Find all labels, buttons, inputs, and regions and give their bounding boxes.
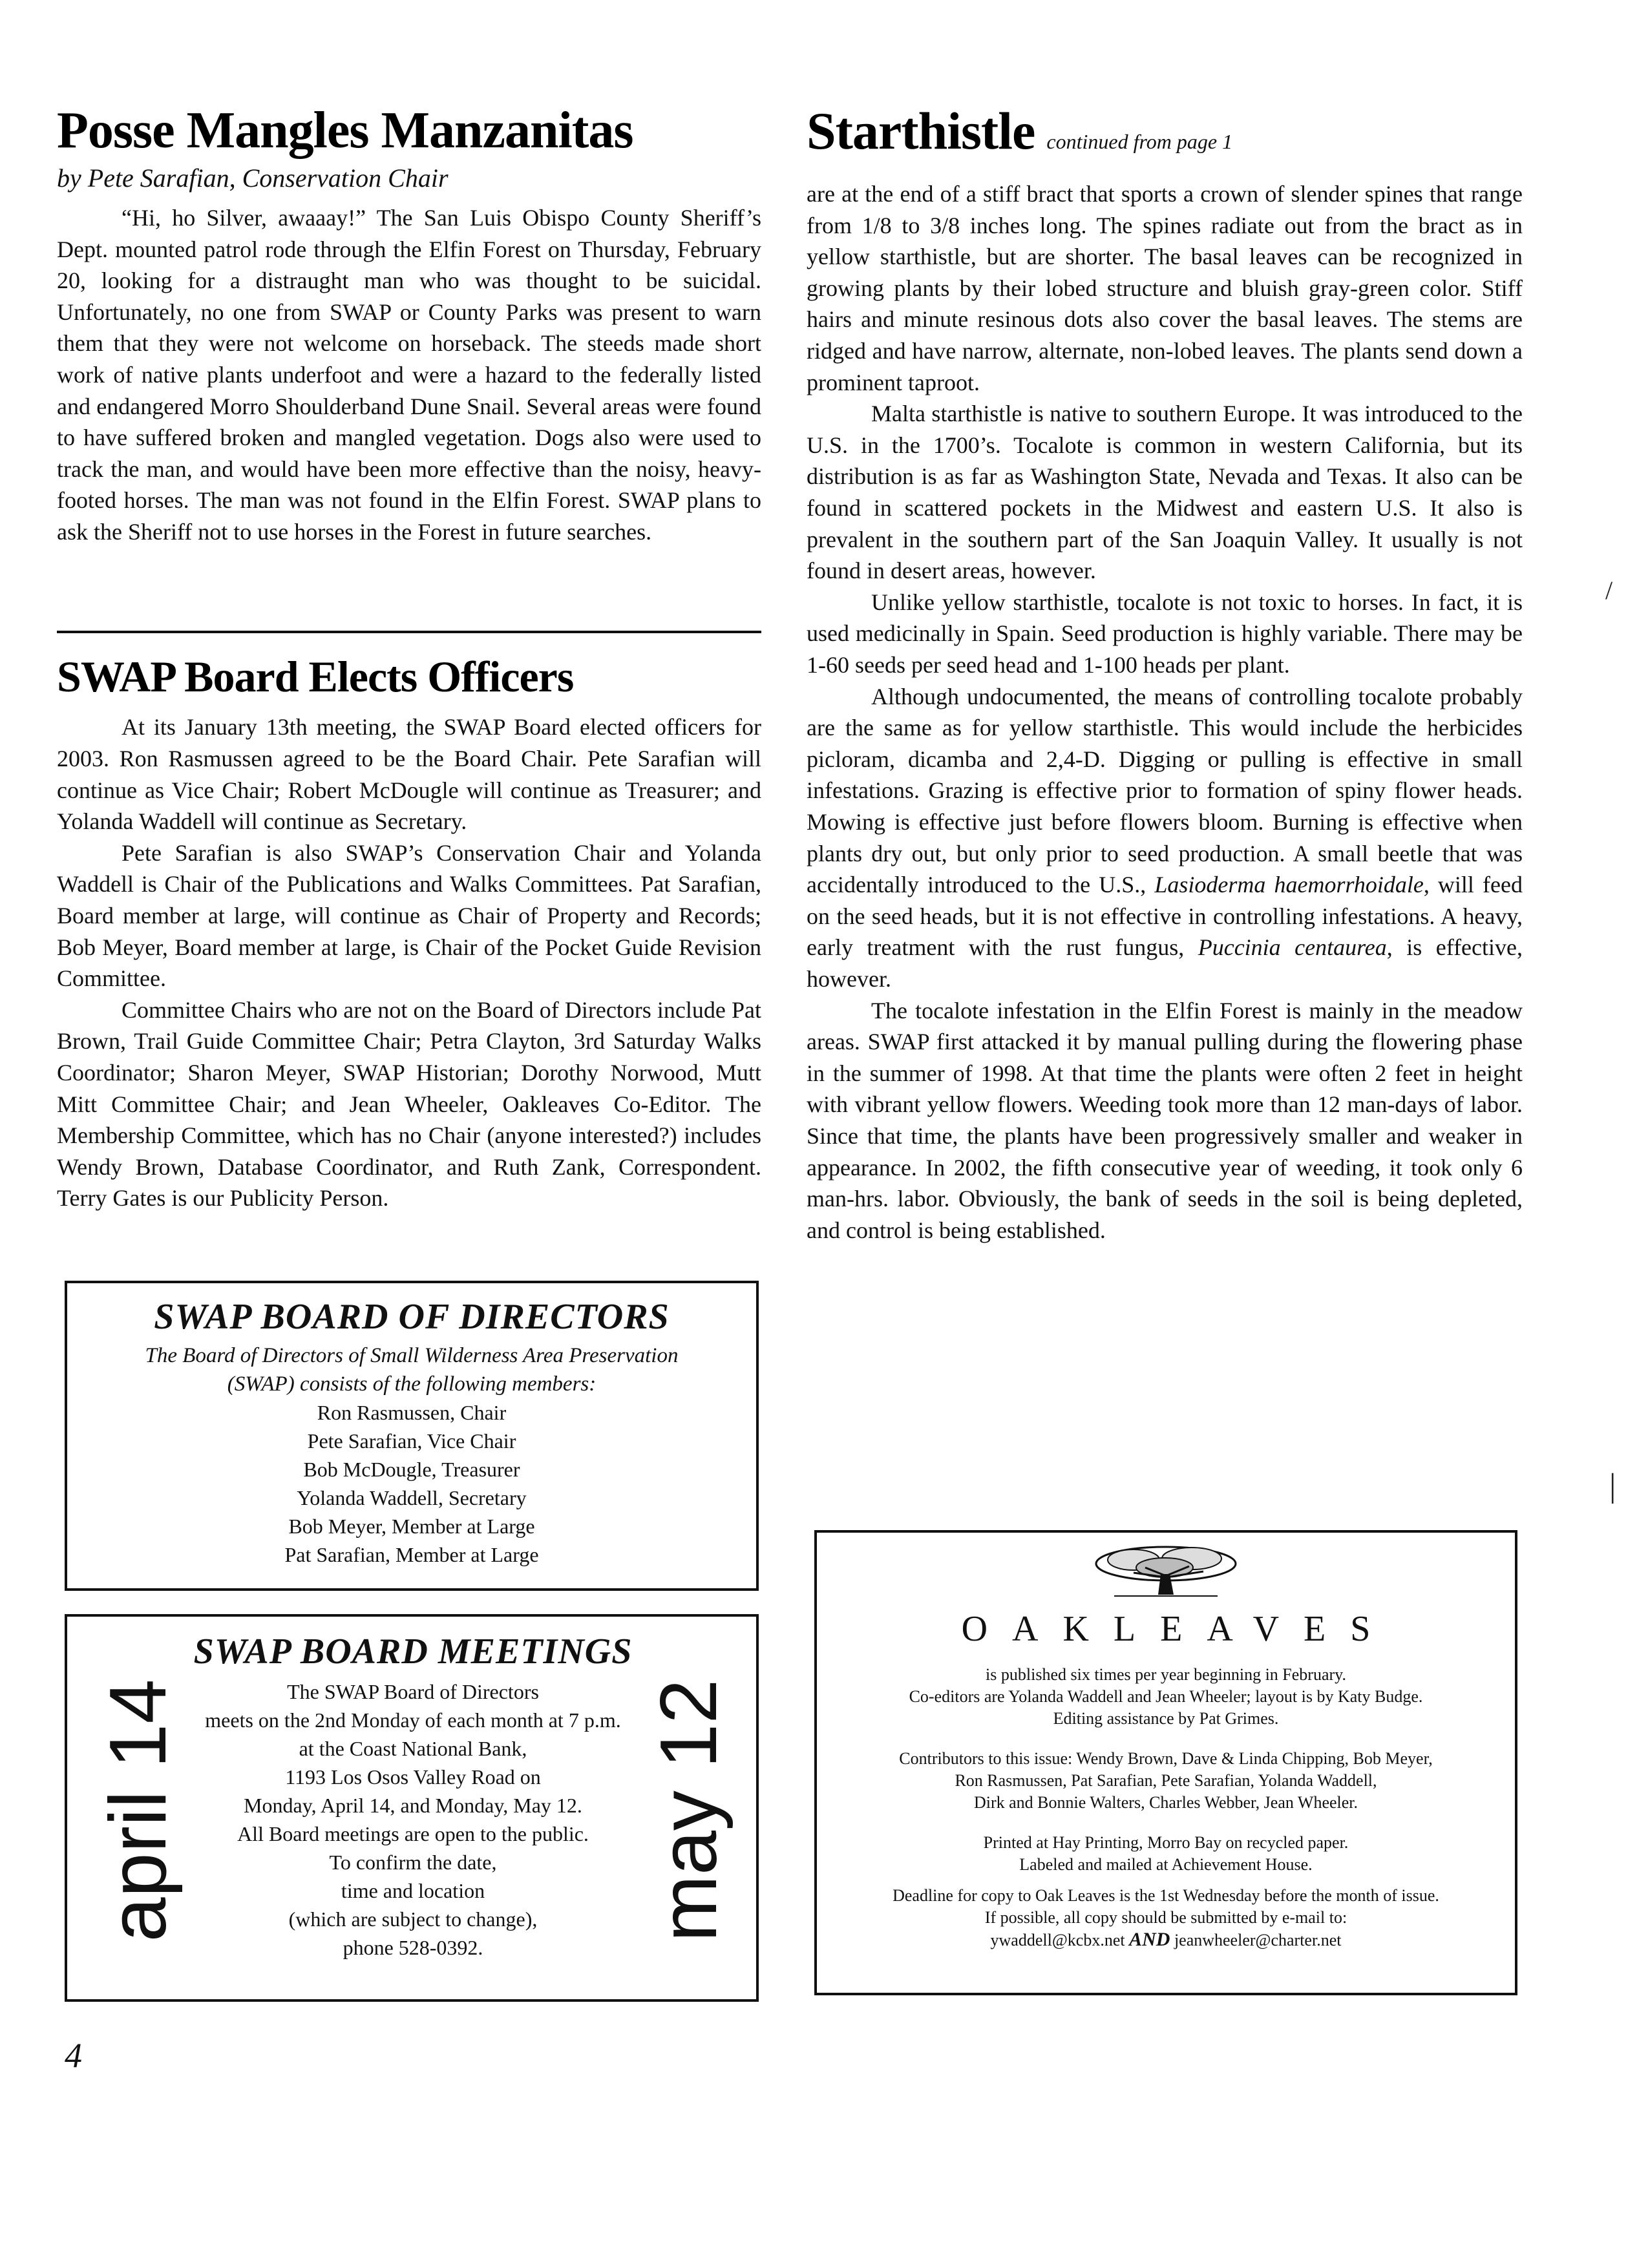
starthistle-paragraph: The tocalote infestation in the Elfin Forest is mainly in the meadow areas. SWAP first attacked it by manual pulling during the flowering phase in the summer of 1998. At that time the plants were often 2 feet in height with vibrant yellow flowers. Weeding took more than 12 man-days of labor. Since that time, the plants have been progressively smaller and weaker in appearance. In 2002, the fifth consecutive year of weeding, it took only 6 man-hrs. labor. Obviously, the bank of seeds in the soil is being depleted, and control is being established.: [807, 997, 1523, 1243]
right-column: [807, 103, 1523, 1246]
oakleaves-info-line: Co-editors are Yolanda Waddell and Jean Wheeler; layout is by Katy Budge.: [909, 1687, 1423, 1706]
oakleaves-printing-line: Labeled and mailed at Achievement House.: [1019, 1855, 1313, 1874]
meetings-line: The SWAP Board of Directors: [287, 1680, 539, 1703]
continued-note: continued from page 1: [1046, 130, 1233, 153]
oakleaves-contributors-line: Dirk and Bonnie Walters, Charles Webber, Jean Wheeler.: [973, 1793, 1358, 1812]
starthistle-paragraph: Although undocumented, the means of controlling tocalote probably are the same as for yellow starthistle. This would include the herbicides picloram, dicamba and 2,4-D. Digging or pulling is effective in small infestations. Grazing is effective prior to formation of spiny flower heads. Mowing is effective just before flowers bloom. Burning is effective when plants dry out, but only prior to seed production. A small beetle that was accidentally introduced to the U.S., Lasioderma haemorrhoidale, will feed on the seed heads, but it is not effective in controlling infestations. A heavy, early treatment with the rust fungus, Puccinia centaurea, is effective, however.: [807, 683, 1523, 992]
oakleaves-email-line: [817, 1929, 1515, 1951]
scan-mark: /: [1605, 576, 1613, 605]
meetings-content: [190, 1631, 636, 1962]
director-member: Ron Rasmussen, Chair: [317, 1401, 507, 1424]
meetings-line: Monday, April 14, and Monday, May 12.: [244, 1794, 582, 1817]
director-member: Bob Meyer, Member at Large: [288, 1515, 535, 1538]
meetings-line: time and location: [341, 1879, 485, 1902]
april-date-vertical: april 14: [94, 1679, 183, 1942]
directors-title: SWAP BOARD OF DIRECTORS: [154, 1297, 670, 1337]
email-and: AND: [1129, 1929, 1170, 1950]
meetings-title: SWAP BOARD MEETINGS: [193, 1632, 633, 1672]
oak-tree-icon: [1088, 1542, 1243, 1600]
starthistle-paragraph: Malta starthistle is native to southern Europe. It was introduced to the U.S. in the 1700’s. Tocalote is common in western California, but its distribution is as far as Washington State, Nevada and Texas. It also can be found in scattered pockets in the Midwest and eastern U.S. It also is prevalent in the southern part of the San Joaquin Valley. It usually is not found in desert areas, however.: [807, 401, 1523, 584]
oakleaves-info-line: Editing assistance by Pat Grimes.: [1053, 1709, 1279, 1728]
starthistle-heading: [807, 103, 1523, 159]
directors-intro: The Board of Directors of Small Wilderness Area Preservation: [145, 1344, 679, 1367]
board-paragraph: At its January 13th meeting, the SWAP Board elected officers for 2003. Ron Rasmussen agreed to be the Board Chair. Pete Sarafian will continue as Vice Chair; Robert McDougle will continue as Treasurer; and Yolanda Waddell will continue as Secretary.: [57, 714, 761, 835]
director-member: Bob McDougle, Treasurer: [303, 1458, 520, 1481]
board-paragraph: Pete Sarafian is also SWAP’s Conservation Chair and Yolanda Waddell is Chair of the Publications and Walks Committees. Pat Sarafian, Board member at large, will continue as Chair of Property and Records; Bob Meyer, Board member at large, is Chair of the Pocket Guide Revision Committee.: [57, 839, 761, 992]
posse-article: [57, 202, 761, 548]
starthistle-headline: Starthistle: [807, 101, 1035, 160]
meetings-line: All Board meetings are open to the public.: [237, 1822, 589, 1845]
board-paragraph: Committee Chairs who are not on the Board of Directors include Pat Brown, Trail Guide Committee Chair; Petra Clayton, 3rd Saturday Walks Coordinator; Sharon Meyer, SWAP Historian; Dorothy Norwood, Mutt Mitt Committee Chair; and Jean Wheeler, Oakleaves Co-Editor. The Membership Committee, which has no Chair (anyone interested?) includes Wendy Brown, Database Coordinator, and Ruth Zank, Correspondent. Terry Gates is our Publicity Person.: [57, 996, 761, 1212]
section-divider: [57, 631, 761, 633]
oakleaves-deadline-line: Deadline for copy to Oak Leaves is the 1st Wednesday before the month of issue.: [893, 1886, 1439, 1905]
starthistle-paragraph: are at the end of a stiff bract that sports a crown of slender spines that range from 1/8 to 3/8 inches long. The spines radiate out from the bract as in yellow starthistle, but are shorter. The basal leaves can be recognized in growing plants by their lobed structure and bluish gray-green color. Stiff hairs and minute resinous dots also cover the basal leaves. The stems are ridged and have narrow, alternate, non-lobed leaves. The plants send down a prominent taproot.: [807, 181, 1523, 395]
director-member: Pat Sarafian, Member at Large: [284, 1543, 539, 1566]
meetings-line: 1193 Los Osos Valley Road on: [285, 1765, 541, 1789]
fungus-species: Puccinia centaurea: [1198, 934, 1387, 961]
oakleaves-contributors-line: Ron Rasmussen, Pat Sarafian, Pete Sarafian, Yolanda Waddell,: [955, 1771, 1377, 1790]
board-article: [57, 654, 761, 1214]
page-number: 4: [65, 2036, 82, 2075]
starthistle-paragraph: Unlike yellow starthistle, tocalote is not toxic to horses. In fact, it is used medicinally in Spain. Seed production is highly variable. There may be 1-60 seeds per seed head and 1-100 heads per plant.: [807, 589, 1523, 678]
meetings-line: (which are subject to change),: [288, 1907, 538, 1931]
board-meetings-box: [65, 1614, 759, 2002]
meetings-line: meets on the 2nd Monday of each month at 7 p.m.: [205, 1708, 621, 1732]
posse-paragraph: “Hi, ho Silver, awaaay!” The San Luis Obispo County Sheriff’s Dept. mounted patrol rode through the Elfin Forest on Thursday, February 20, looking for a distraught man who was thought to be suicidal. Unfortunately, no one from SWAP or County Parks was present to warn them that they were not welcome on horseback. The steeds made short work of native plants underfoot and were a hazard to the federally listed and endangered Morro Shoulderband Dune Snail. Several areas were found to have suffered broken and mangled vegetation. Dogs also were used to track the man, and would have been more effective than the noisy, heavy-footed horses. The man was not found in the Elfin Forest. SWAP plans to ask the Sheriff not to use horses in the Forest in future searches.: [57, 205, 761, 545]
oakleaves-title: OAKLEAVES: [961, 1609, 1395, 1649]
meetings-line: To confirm the date,: [329, 1851, 497, 1874]
oakleaves-info-line: is published six times per year beginning in February.: [986, 1665, 1346, 1684]
posse-headline: Posse Mangles Manzanitas: [57, 102, 633, 159]
board-of-directors-box: [65, 1281, 759, 1591]
director-member: Yolanda Waddell, Secretary: [297, 1486, 527, 1509]
oakleaves-contributors-line: Contributors to this issue: Wendy Brown, Dave & Linda Chipping, Bob Meyer,: [899, 1749, 1433, 1768]
beetle-species: Lasioderma haemorrhoidale: [1154, 872, 1424, 898]
director-member: Pete Sarafian, Vice Chair: [307, 1429, 516, 1453]
may-date-vertical: may 12: [644, 1679, 734, 1942]
meetings-line: phone 528-0392.: [343, 1936, 483, 1959]
email-link[interactable]: ywaddell@kcbx.net: [990, 1931, 1125, 1949]
email-link[interactable]: jeanwheeler@charter.net: [1174, 1931, 1342, 1949]
oakleaves-deadline-line: If possible, all copy should be submitted by e-mail to:: [984, 1908, 1347, 1927]
left-column: [57, 103, 761, 548]
directors-intro: (SWAP) consists of the following members:: [227, 1372, 597, 1396]
board-headline: SWAP Board Elects Officers: [57, 652, 574, 701]
meetings-line: at the Coast National Bank,: [299, 1737, 527, 1760]
scan-mark: |: [1609, 1467, 1616, 1504]
starthistle-article: [807, 178, 1523, 1246]
posse-byline: by Pete Sarafian, Conservation Chair: [57, 163, 449, 193]
oakleaves-printing-line: Printed at Hay Printing, Morro Bay on recycled paper.: [983, 1833, 1349, 1852]
oakleaves-box: [814, 1530, 1517, 1995]
